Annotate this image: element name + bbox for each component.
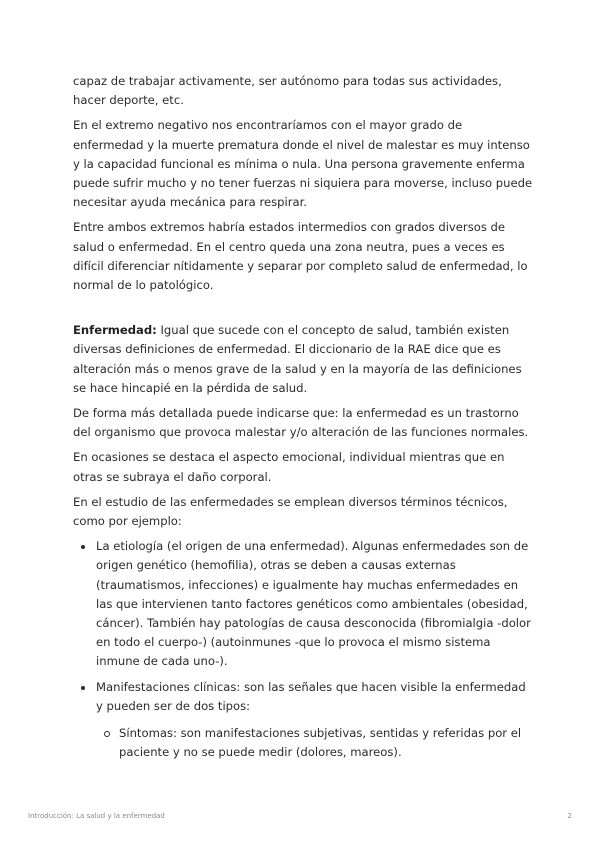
sub-list-item <box>96 724 533 762</box>
list-item-text: Manifestaciones clínicas: son las señales que hacen visible la enfermedad y pueden ser de dos tipos: <box>96 679 526 713</box>
list-item <box>73 537 533 671</box>
list-item <box>73 678 533 763</box>
sub-list-item-text: Síntomas: son manifestaciones subjetivas, sentidas y referidas por el paciente y no se puede medir (dolores, mareos). <box>119 726 522 760</box>
paragraph: De forma más detallada puede indicarse que: la enfermedad es un trastorno del organismo que provoca malestar y/o alteración de las funciones normales. <box>73 406 529 440</box>
page-content <box>73 72 533 769</box>
list-item-text: La etiología (el origen de una enfermedad). Algunas enfermedades son de origen genético (hemofilia), otras se deben a causas externas (traumatismos, infecciones) e igualmente hay muchas enfermedades en las que intervienen tanto factores genéticos como ambientales (obesidad, cáncer). También hay patologías de causa desconocida (fibromialgia -dolor en todo el cuerpo-) (autoinmunes -que lo provoca el mismo sistema inmune de cada uno-). <box>96 539 531 669</box>
page-number: 2 <box>567 812 572 820</box>
paragraph: En el extremo negativo nos encontraríamos con el mayor grado de enfermedad y la muerte prematura donde el nivel de malestar es muy intenso y la capacidad funcional es mínima o nula. Una persona gravemente enferma puede sufrir mucho y no tener fuerzas ni siquiera para moverse, incluso puede necesitar ayuda mecánica para respirar. <box>73 118 533 210</box>
definition-paragraph <box>73 321 533 398</box>
paragraph: Entre ambos extremos habría estados intermedios con grados diversos de salud o enfermedad. En el centro queda una zona neutra, pues a veces es difícil diferenciar nítidamente y separar por completo salud de enfermedad, lo normal de lo patológico. <box>73 220 528 293</box>
paragraph: capaz de trabajar activamente, ser autónomo para todas sus actividades, hacer deporte, etc. <box>73 74 502 108</box>
paragraph: En ocasiones se destaca el aspecto emocional, individual mientras que en otras se subraya el daño corporal. <box>73 450 505 484</box>
sub-bullet-list <box>96 724 533 762</box>
bullet-list <box>73 537 533 762</box>
paragraph: En el estudio de las enfermedades se emplean diversos términos técnicos, como por ejemplo: <box>73 494 508 529</box>
page-footer <box>28 812 572 820</box>
footer-title: Introducción: La salud y la enfermedad <box>28 812 165 820</box>
definition-term: Enfermedad: <box>73 323 157 338</box>
definition-text: Igual que sucede con el concepto de salud, también existen diversas definiciones de enfermedad. El diccionario de la RAE dice que es alteración más o menos grave de la salud y en la mayoría de las definiciones se hace hincapié en la pérdida de salud. <box>73 323 522 395</box>
